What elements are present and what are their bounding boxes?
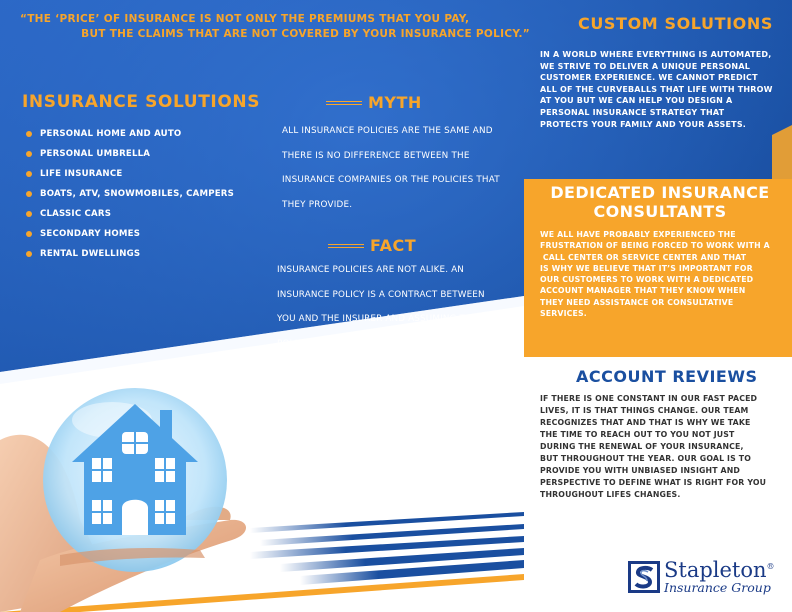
logo-subtitle: Insurance Group: [664, 580, 771, 595]
list-item: LIFE INSURANCE: [26, 164, 234, 184]
list-item: BOATS, ATV, SNOWMOBILES, CAMPERS: [26, 184, 234, 204]
logo-text: [664, 560, 775, 595]
list-item: RENTAL DWELLINGS: [26, 244, 234, 264]
myth-body: ALL INSURANCE POLICIES ARE THE SAME AND THERE IS NO DIFFERENCE BETWEEN THE INSURANCE COMPANIES OR THE POLICIES THAT THEY PROVIDE.: [282, 126, 500, 210]
account-reviews-title: ACCOUNT REVIEWS: [576, 367, 758, 386]
bullet-icon: [26, 131, 32, 137]
list-item: CLASSIC CARS: [26, 204, 234, 224]
title-rule: [328, 244, 364, 248]
list-item: PERSONAL UMBRELLA: [26, 144, 234, 164]
fact-title: FACT: [328, 236, 416, 255]
registered-mark: ®: [766, 562, 775, 571]
bullet-icon: [26, 231, 32, 237]
company-logo: [628, 560, 775, 595]
dedicated-consultants-body: WE ALL HAVE PROBABLY EXPERIENCED THE FRUSTRATION OF BEING FORCED TO WORK WITH A CALL CENTER OR SERVICE CENTER AND THAT IS WHY WE BELIEVE THAT IT’S IMPORTANT FOR OUR CUSTOMERS TO WORK WITH A DEDICATED ACCOUNT MANAGER THAT THEY KNOW WHEN THEY NEED ASSISTANCE OR CONSULTATIVE SERVICES.: [540, 230, 770, 319]
bullet-icon: [26, 171, 32, 177]
custom-solutions-title: CUSTOM SOLUTIONS: [578, 14, 773, 33]
list-item: PERSONAL HOME AND AUTO: [26, 124, 234, 144]
bullet-icon: [26, 211, 32, 217]
title-rule: [326, 101, 362, 105]
bullet-icon: [26, 191, 32, 197]
quote-line-2: BUT THE CLAIMS THAT ARE NOT COVERED BY YOUR INSURANCE POLICY.”: [81, 28, 530, 41]
list-item: SECONDARY HOMES: [26, 224, 234, 244]
stapleton-s-logo-icon: [628, 561, 660, 593]
dedicated-consultants-title: DEDICATED INSURANCE CONSULTANTS: [550, 183, 770, 221]
bullet-icon: [26, 151, 32, 157]
account-reviews-body: IF THERE IS ONE CONSTANT IN OUR FAST PACED LIVES, IT IS THAT THINGS CHANGE. OUR TEAM RECOGNIZES THAT AND THAT IS WHY WE TAKE THE TIME TO REACH OUT TO YOU NOT JUST DURING THE RENEWAL OF YOUR INSURANCE, BUT THROUGHOUT THE YEAR. OUR GOAL IS TO PROVIDE YOU WITH UNBIASED INSIGHT AND PERSPECTIVE TO DEFINE WHAT IS RIGHT FOR YOU THROUGHOUT LIFES CHANGES.: [540, 394, 767, 499]
insurance-solutions-title: INSURANCE SOLUTIONS: [22, 92, 261, 112]
fact-body: INSURANCE POLICIES ARE NOT ALIKE. AN INSURANCE POLICY IS A CONTRACT BETWEEN YOU AND THE INSURER AND ASSUMING THAT ALL POLICIES ARE THE SAME IS A COMMON MISTAKE. THE REALITY IS THAT THE LIMITS OF INSURANCE MAY BE THE SAME FROM POLICY TO ANOTHER, BUT HOW THE POLICY COVERAGES RESPOND AT THE TIME OF A CLAIM CAN BE VERY DIFFERENT.: [277, 265, 502, 447]
insurance-solutions-list: [26, 124, 234, 264]
myth-title: MYTH: [326, 93, 422, 112]
custom-solutions-body: IN A WORLD WHERE EVERYTHING IS AUTOMATED, WE STRIVE TO DELIVER A UNIQUE PERSONAL CUSTOMER EXPERIENCE. WE CANNOT PREDICT ALL OF THE CURVEBALLS THAT LIFE WITH THROW AT YOU BUT WE CAN HELP YOU DESIGN A PERSONAL INSURANCE STRATEGY THAT PROTECTS YOUR FAMILY AND YOUR ASSETS.: [540, 50, 773, 129]
bullet-icon: [26, 251, 32, 257]
logo-name: Stapleton: [664, 558, 767, 582]
quote-line-1: “THE ‘PRICE’ OF INSURANCE IS NOT ONLY THE PREMIUMS THAT YOU PAY,: [20, 13, 470, 25]
headline-quote: [20, 12, 540, 42]
